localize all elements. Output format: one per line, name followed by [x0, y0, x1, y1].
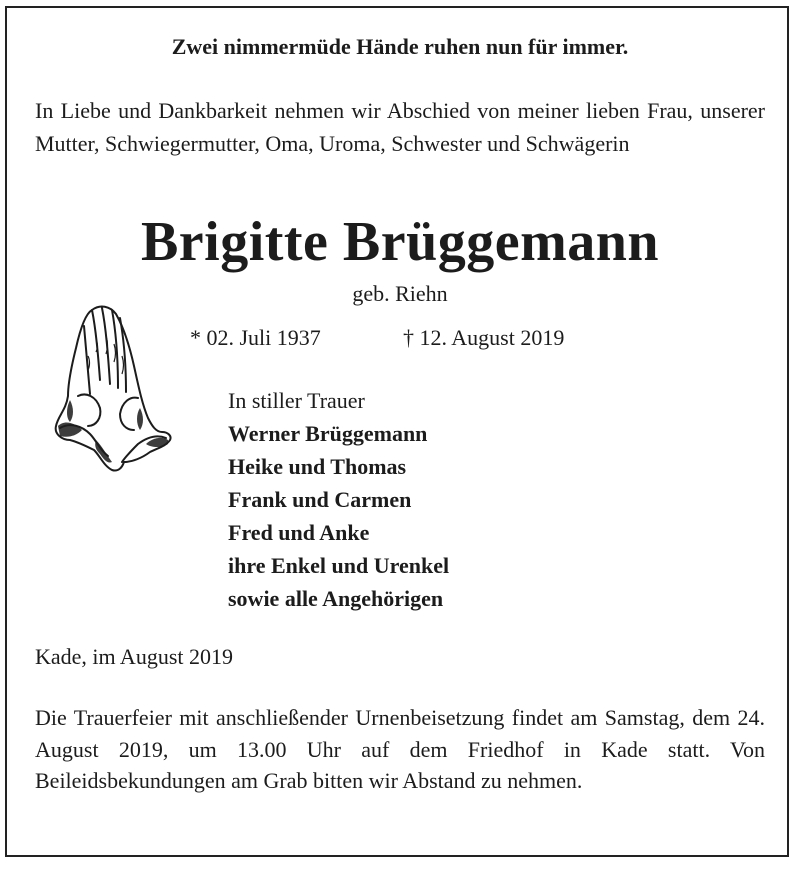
motto: Zwei nimmermüde Hände ruhen nun für immer.: [171, 34, 629, 59]
birth-name: geb. Riehn: [352, 281, 448, 306]
mourner-name: Werner Brüggemann: [228, 421, 428, 446]
mourner-name: Heike und Thomas: [228, 454, 407, 479]
mourner-name: ihre Enkel und Urenkel: [228, 553, 450, 578]
death-date: † 12. August 2019: [403, 325, 565, 350]
mourner-name: sowie alle Angehörigen: [228, 586, 444, 611]
intro-text: In Liebe und Dankbarkeit nehmen wir Abschied von meiner lieben Frau, unserer Mutter, Schwiegermutter, Oma, Uroma, Schwester und Schwägerin: [35, 98, 765, 156]
praying-hands-icon: [52, 300, 174, 478]
place-date: Kade, im August 2019: [35, 644, 233, 669]
mourner-name: Fred und Anke: [228, 520, 370, 545]
mourners-block: [228, 384, 449, 615]
mourner-name: Frank und Carmen: [228, 487, 412, 512]
service-text: Die Trauerfeier mit anschließender Urnenbeisetzung findet am Samstag, dem 24. August 2019, um 13.00 Uhr auf dem Friedhof in Kade statt. Von Beileidsbekundungen am Grab bitten wir Abstand zu nehmen.: [35, 705, 765, 793]
birth-date: * 02. Juli 1937: [190, 325, 321, 350]
deceased-name: Brigitte Brüggemann: [140, 211, 660, 273]
mourning-intro: In stiller Trauer: [228, 388, 365, 413]
